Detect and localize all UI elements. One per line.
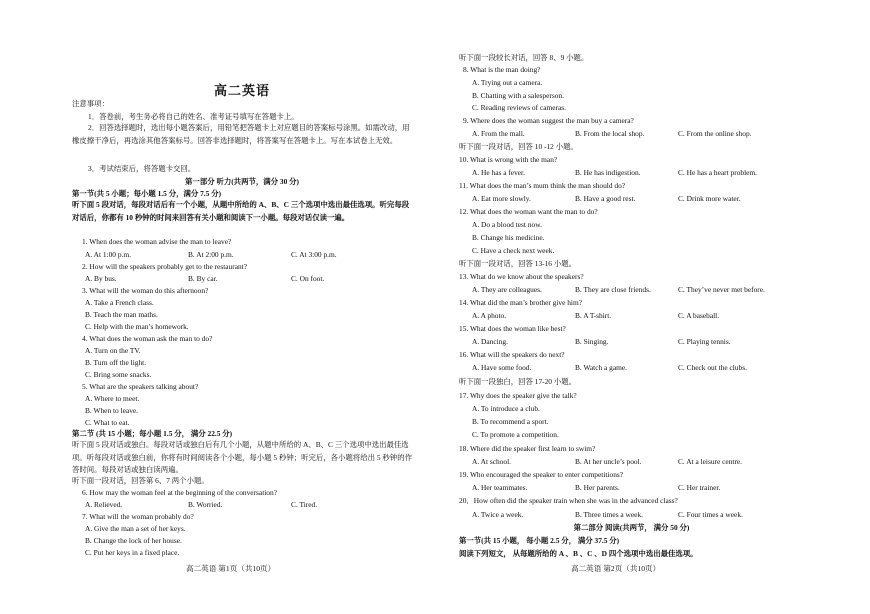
question-20: 20．How often did the speaker train when she was in the advanced class? [459, 496, 678, 505]
question-3-option-a: A. Take a French class. [85, 298, 154, 307]
question-8-option-a: A. Trying out a camera. [472, 78, 543, 87]
question-17: 17. Why does the speaker give the talk? [459, 391, 577, 400]
section1-instructions: 听下面 5 段对话，每段对话后有一个小题，从题中所给的 A、B、C 三个选项中选出最佳选项。听完每段对话后，你都有 10 秒钟的时间来回答有关小题和阅读下一小题。每段对话仅读一遍。 [72, 200, 410, 222]
question-4-option-b: B. Turn off the light. [85, 358, 147, 367]
option-b: B. Singing. [575, 337, 609, 346]
part1-heading: 第一部分 听力(共两节，满分 30 分) [185, 177, 299, 186]
question-4-option-a: A. Turn on the TV. [85, 346, 141, 355]
option-b: B. A T-shirt. [575, 311, 612, 320]
question-13: 13. What do we know about the speakers? [459, 272, 584, 281]
option-a: A. He has a fever. [472, 168, 525, 177]
question-12-option-c: C. Have a check next week. [472, 246, 555, 255]
question-6: 6. How may the woman feel at the beginning of the conversation? [82, 488, 277, 497]
question-3-option-c: C. Help with the man’s homework. [85, 322, 189, 331]
notice-item-2: 2．回答选择题时，选出每小题答案后，用铅笔把答题卡上对应题目的答案标号涂黑。如需改动，用橡皮擦干净后，再选涂其他答案标号。回答非选择题时，将答案写在答题卡上。写在本试卷上无效。 [72, 123, 410, 145]
section2-heading: 第二节 (共 15 小题；每小题 1.5 分， 满分 22.5 分) [72, 429, 233, 438]
option-c: C. Check out the clubs. [678, 363, 747, 372]
option-a: A. Dancing. [472, 337, 508, 346]
question-5: 5. What are the speakers talking about? [82, 382, 199, 391]
option-c: C. On foot. [291, 274, 325, 283]
listen-instruction-10-12: 听下面一段对话，回答 10 -12 小题。 [459, 142, 578, 151]
option-c: C. At 3:00 p.m. [291, 250, 337, 259]
question-2: 2. How will the speakers probably get to the restaurant? [82, 262, 248, 271]
question-17-option-a: A. To introduce a club. [472, 404, 540, 413]
question-17-option-b: B. To recommend a sport. [472, 417, 549, 426]
option-b: B. He has indigestion. [575, 168, 641, 177]
page-footer: 高二英语 第1页（共10页） [186, 564, 276, 573]
option-b: B. From the local shop. [575, 129, 645, 138]
part2-heading: 第二部分 阅读(共两节， 满分 50 分) [573, 523, 690, 532]
question-11: 11. What does the man’s mum think the man should do? [459, 181, 626, 190]
listen-instruction-6-7: 听下面一段对话，回答第 6、7 两个小题。 [72, 476, 209, 485]
option-c: C. Four times a week. [678, 510, 743, 519]
question-8-option-c: C. Reading reviews of cameras. [472, 103, 566, 112]
option-b: B. At 2:00 p.m. [188, 250, 234, 259]
option-b: B. At her uncle’s pool. [575, 457, 642, 466]
option-a: A. By bus. [85, 274, 117, 283]
option-a: A. Relieved. [85, 500, 123, 509]
option-c: C. At a leisure centre. [678, 457, 743, 466]
question-12-option-a: A. Do a blood test now. [472, 220, 542, 229]
question-4-option-c: C. Bring some snacks. [85, 370, 152, 379]
option-a: A. A photo. [472, 311, 507, 320]
option-a: A. Eat more slowly. [472, 194, 531, 203]
option-a: A. Her teammates. [472, 483, 528, 492]
option-c: C. Her trainer. [678, 483, 721, 492]
page-footer: 高二英语 第2页（共10页） [571, 564, 661, 573]
question-19: 19. Who encouraged the speaker to enter competitions? [459, 470, 624, 479]
option-a: A. Have some food. [472, 363, 532, 372]
question-3: 3. What will the woman do this afternoon? [82, 286, 209, 295]
question-10: 10. What is wrong with the man? [459, 155, 558, 164]
option-c: C. Tired. [291, 500, 318, 509]
reading-instructions: 阅读下列短文， 从每题所给的 A 、B 、C 、D 四个选项中选出最佳选项。 [459, 549, 698, 558]
question-12-option-b: B. Change his medicine. [472, 233, 545, 242]
notice-heading: 注意事项： [72, 99, 109, 108]
option-a: A. At 1:00 p.m. [85, 250, 131, 259]
notice-item-3: 3．考试结束后，将答题卡交回。 [88, 164, 196, 173]
option-b: B. By car. [188, 274, 218, 283]
option-a: A. At school. [472, 457, 512, 466]
question-17-option-c: C. To promote a competition. [472, 430, 559, 439]
notice-item-1: 1．答卷前，考生务必将自己的姓名、准考证号填写在答题卡上。 [88, 112, 299, 121]
option-a: A. Twice a week. [472, 510, 524, 519]
question-16: 16. What will the speakers do next? [459, 350, 565, 359]
question-1: 1. When does the woman advise the man to leave? [82, 237, 232, 246]
question-14: 14. What did the man’s brother give him? [459, 298, 583, 307]
question-5-option-a: A. Where to meet. [85, 394, 140, 403]
question-18: 18. Where did the speaker first learn to swim? [459, 444, 596, 453]
section1-heading: 第一节(共 5 小题；每小题 1.5 分，满分 7.5 分) [72, 189, 222, 198]
option-b: B. Worried. [188, 500, 223, 509]
option-b: B. Her parents. [575, 483, 620, 492]
question-9: 9. Where does the woman suggest the man buy a camera? [463, 116, 634, 125]
option-c: C. Playing tennis. [678, 337, 731, 346]
reading-section1-heading: 第一节(共 15 小题， 每小题 2.5 分， 满分 37.5 分) [459, 536, 620, 545]
question-7-option-a: A. Give the man a set of her keys. [85, 524, 186, 533]
listen-instruction-8-9: 听下面一段较长对话，回答 8、9 小题。 [459, 53, 589, 62]
question-3-option-b: B. Teach the man maths. [85, 310, 158, 319]
question-5-option-c: C. What to eat. [85, 418, 130, 427]
question-5-option-b: B. When to leave. [85, 406, 139, 415]
question-8-option-b: B. Chatting with a salesperson. [472, 91, 564, 100]
option-a: A. They are colleagues. [472, 285, 542, 294]
option-c: C. They’ve never met before. [678, 285, 765, 294]
option-b: B. Watch a game. [575, 363, 628, 372]
question-12: 12. What does the woman want the man to do? [459, 207, 598, 216]
question-7-option-b: B. Change the lock of her house. [85, 536, 182, 545]
question-7-option-c: C. Put her keys in a fixed place. [85, 548, 180, 557]
option-a: A. From the mall. [472, 129, 525, 138]
page-title: 高二英语 [213, 83, 270, 98]
section2-instructions: 听下面 5 段对话或独白。每段对话或独白后有几个小题，从题中所给的 A、B、C 三个选项中选出最佳选项。听每段对话或独白前，你将有时间阅读各个小题，每小题 5 秒钟；听完后，各小题将给出 5 秒钟的作答时间。每段对话或独白读两遍。 [72, 440, 412, 474]
option-c: C. He has a heart problem. [678, 168, 758, 177]
option-b: B. Three times a week. [575, 510, 643, 519]
listen-instruction-17-20: 听下面一段独白，回答 17-20 小题。 [459, 377, 577, 386]
question-15: 15. What does the woman like best? [459, 324, 566, 333]
option-c: C. From the online shop. [678, 129, 752, 138]
option-c: C. Drink more water. [678, 194, 741, 203]
option-c: C. A baseball. [678, 311, 720, 320]
option-b: B. They are close friends. [575, 285, 651, 294]
option-b: B. Have a good rest. [575, 194, 636, 203]
question-8: 8. What is the man doing? [463, 65, 541, 74]
listen-instruction-13-16: 听下面一段对话，回答 13-16 小题。 [459, 259, 577, 268]
question-4: 4. What does the woman ask the man to do? [82, 334, 213, 343]
question-7: 7. What will the woman probably do? [82, 512, 194, 521]
